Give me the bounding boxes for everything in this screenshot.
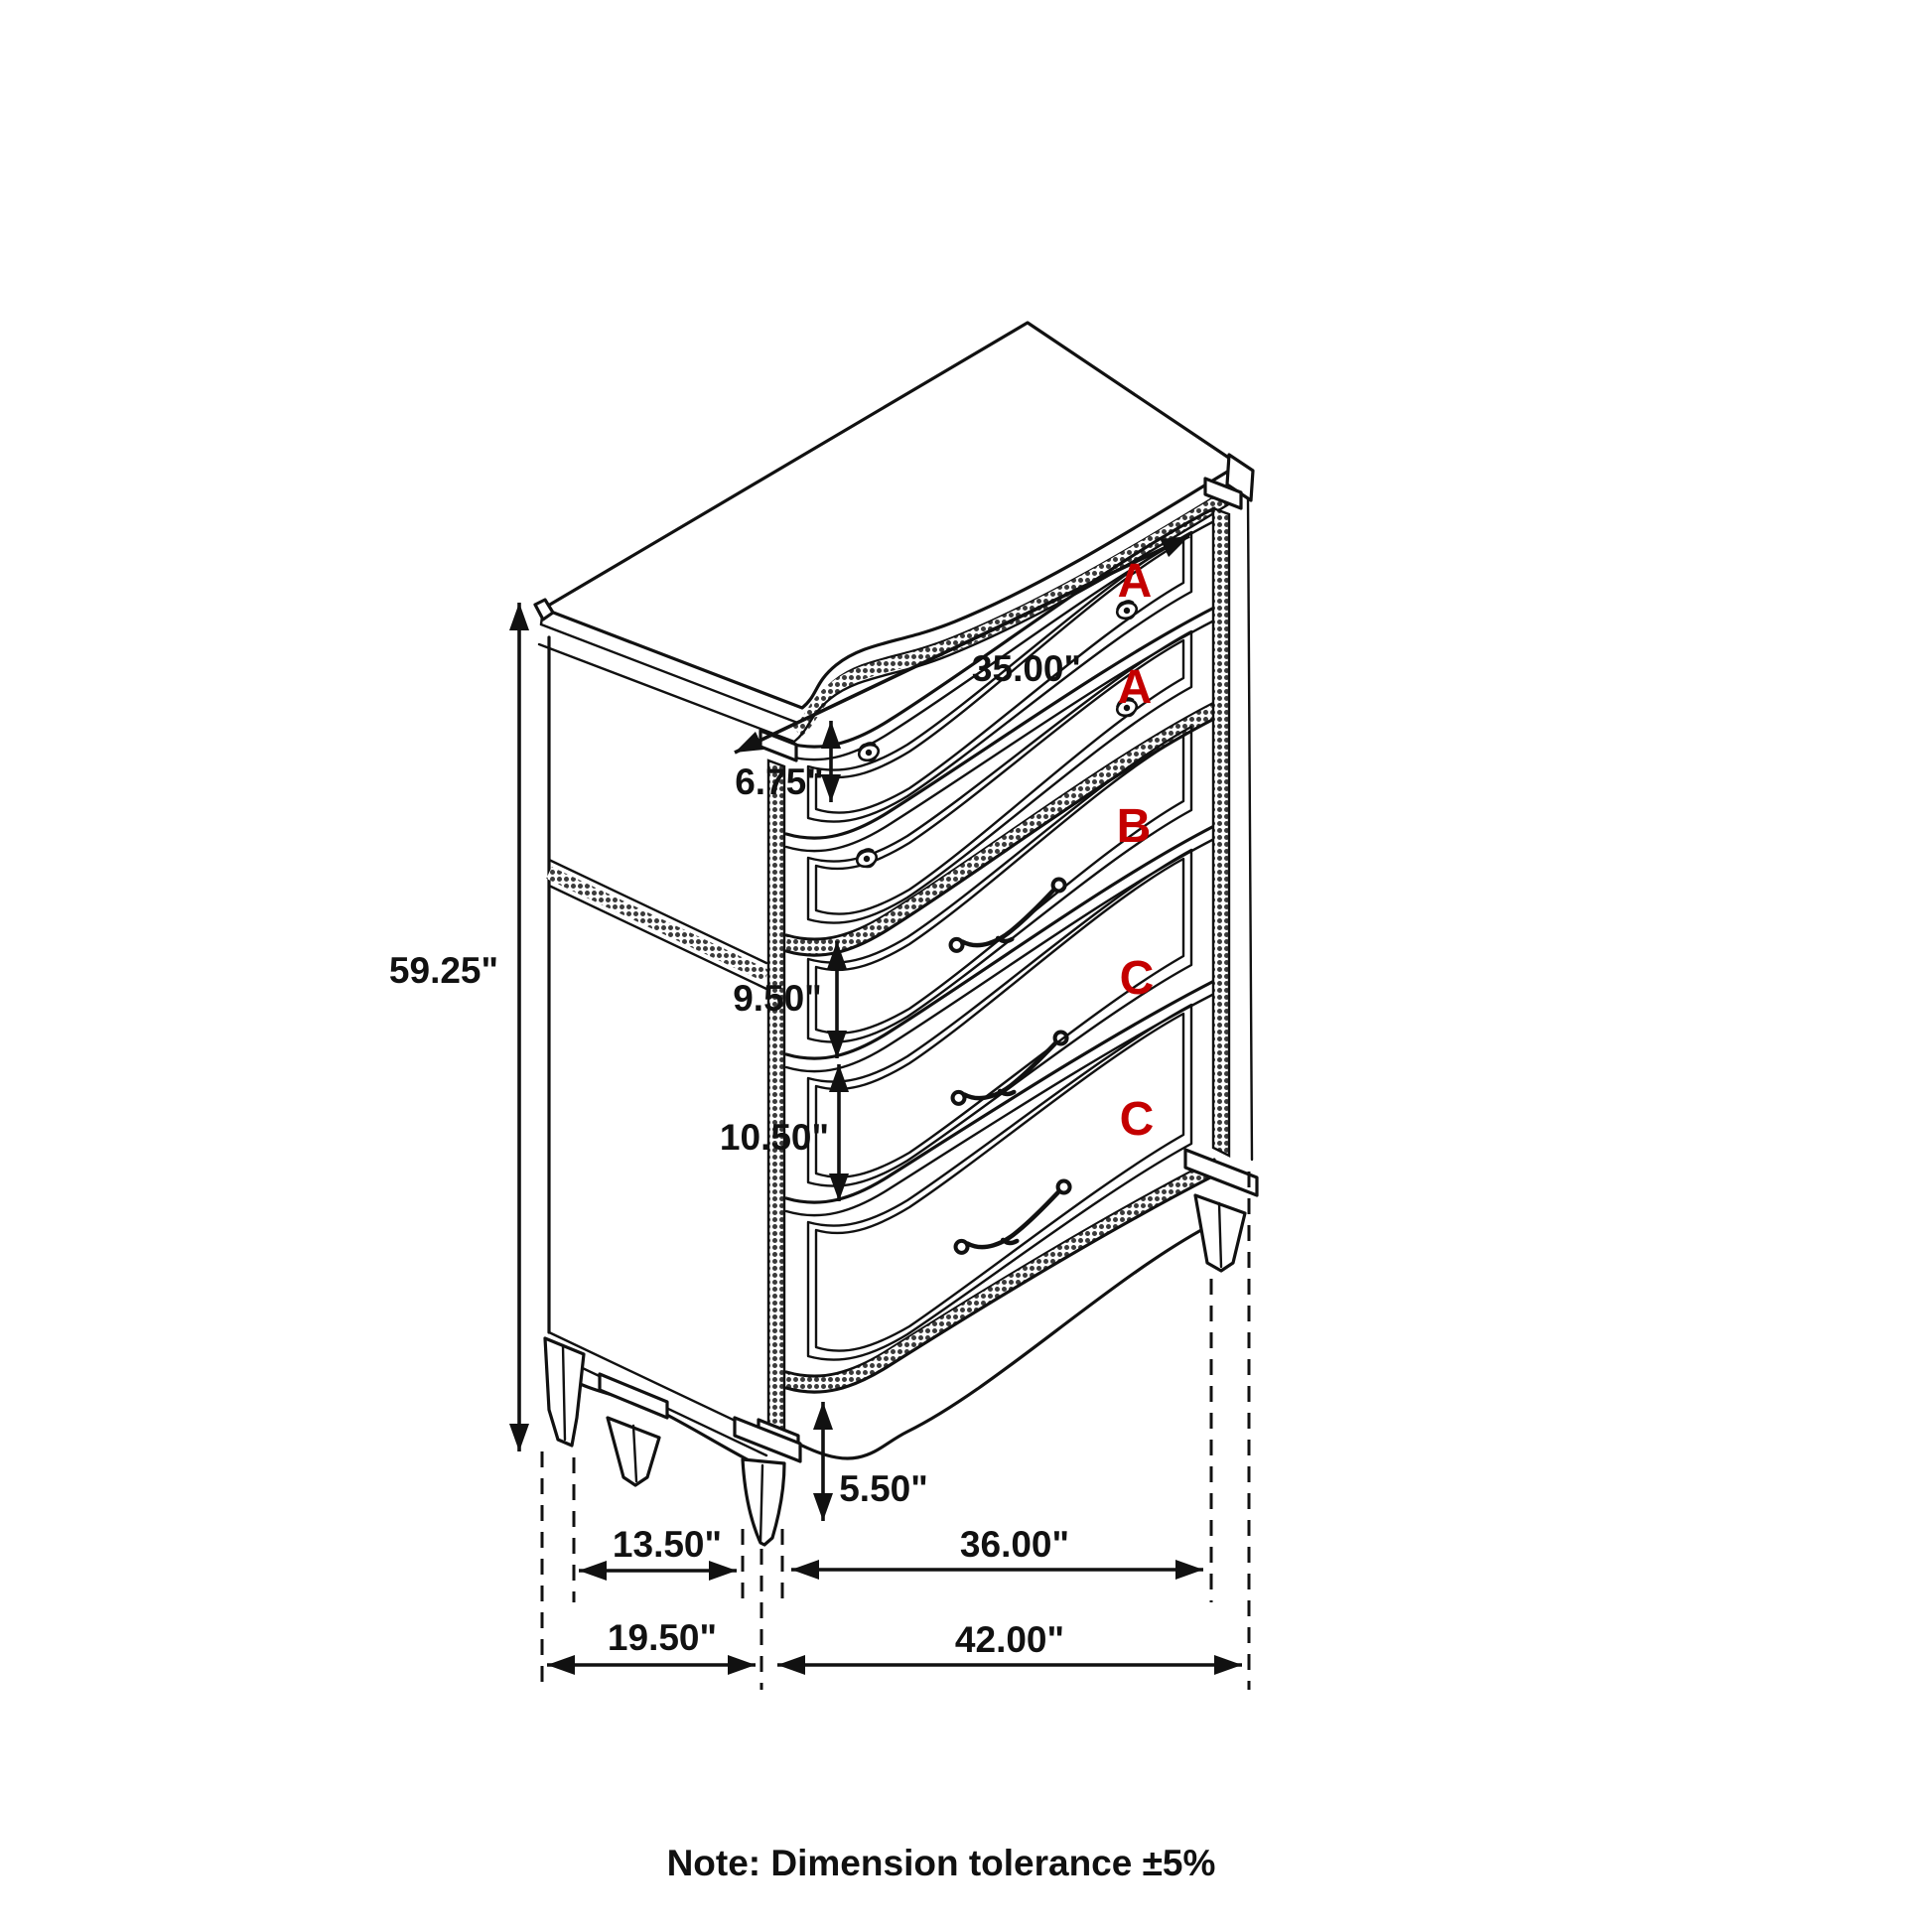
drawer-letter-c1: C [1119,952,1155,1005]
tolerance-note: Note: Dimension tolerance ±5% [666,1843,1216,1883]
drawer-letter-c2: C [1119,1093,1155,1146]
dim-front-leg-span-label: 36.00" [959,1524,1070,1565]
dim-total-height-label: 59.25" [388,950,499,991]
dim-top-width-label: 35.00" [971,648,1082,689]
dim-top-drawer-label: 6.75" [735,761,824,802]
drawer-letter-b: B [1116,800,1152,853]
dim-drawer-c-label: 10.50" [719,1117,830,1158]
drawer-letter-a2: A [1117,661,1153,714]
dim-leg-height-label: 5.50" [839,1468,928,1509]
drawer-letter-a1: A [1117,555,1153,608]
dim-total-width-label: 42.00" [954,1619,1065,1660]
dim-drawer-b-label: 9.50" [733,978,822,1019]
dim-leg-inset-label: 13.50" [612,1524,723,1565]
dim-total-depth-label: 19.50" [607,1617,718,1658]
